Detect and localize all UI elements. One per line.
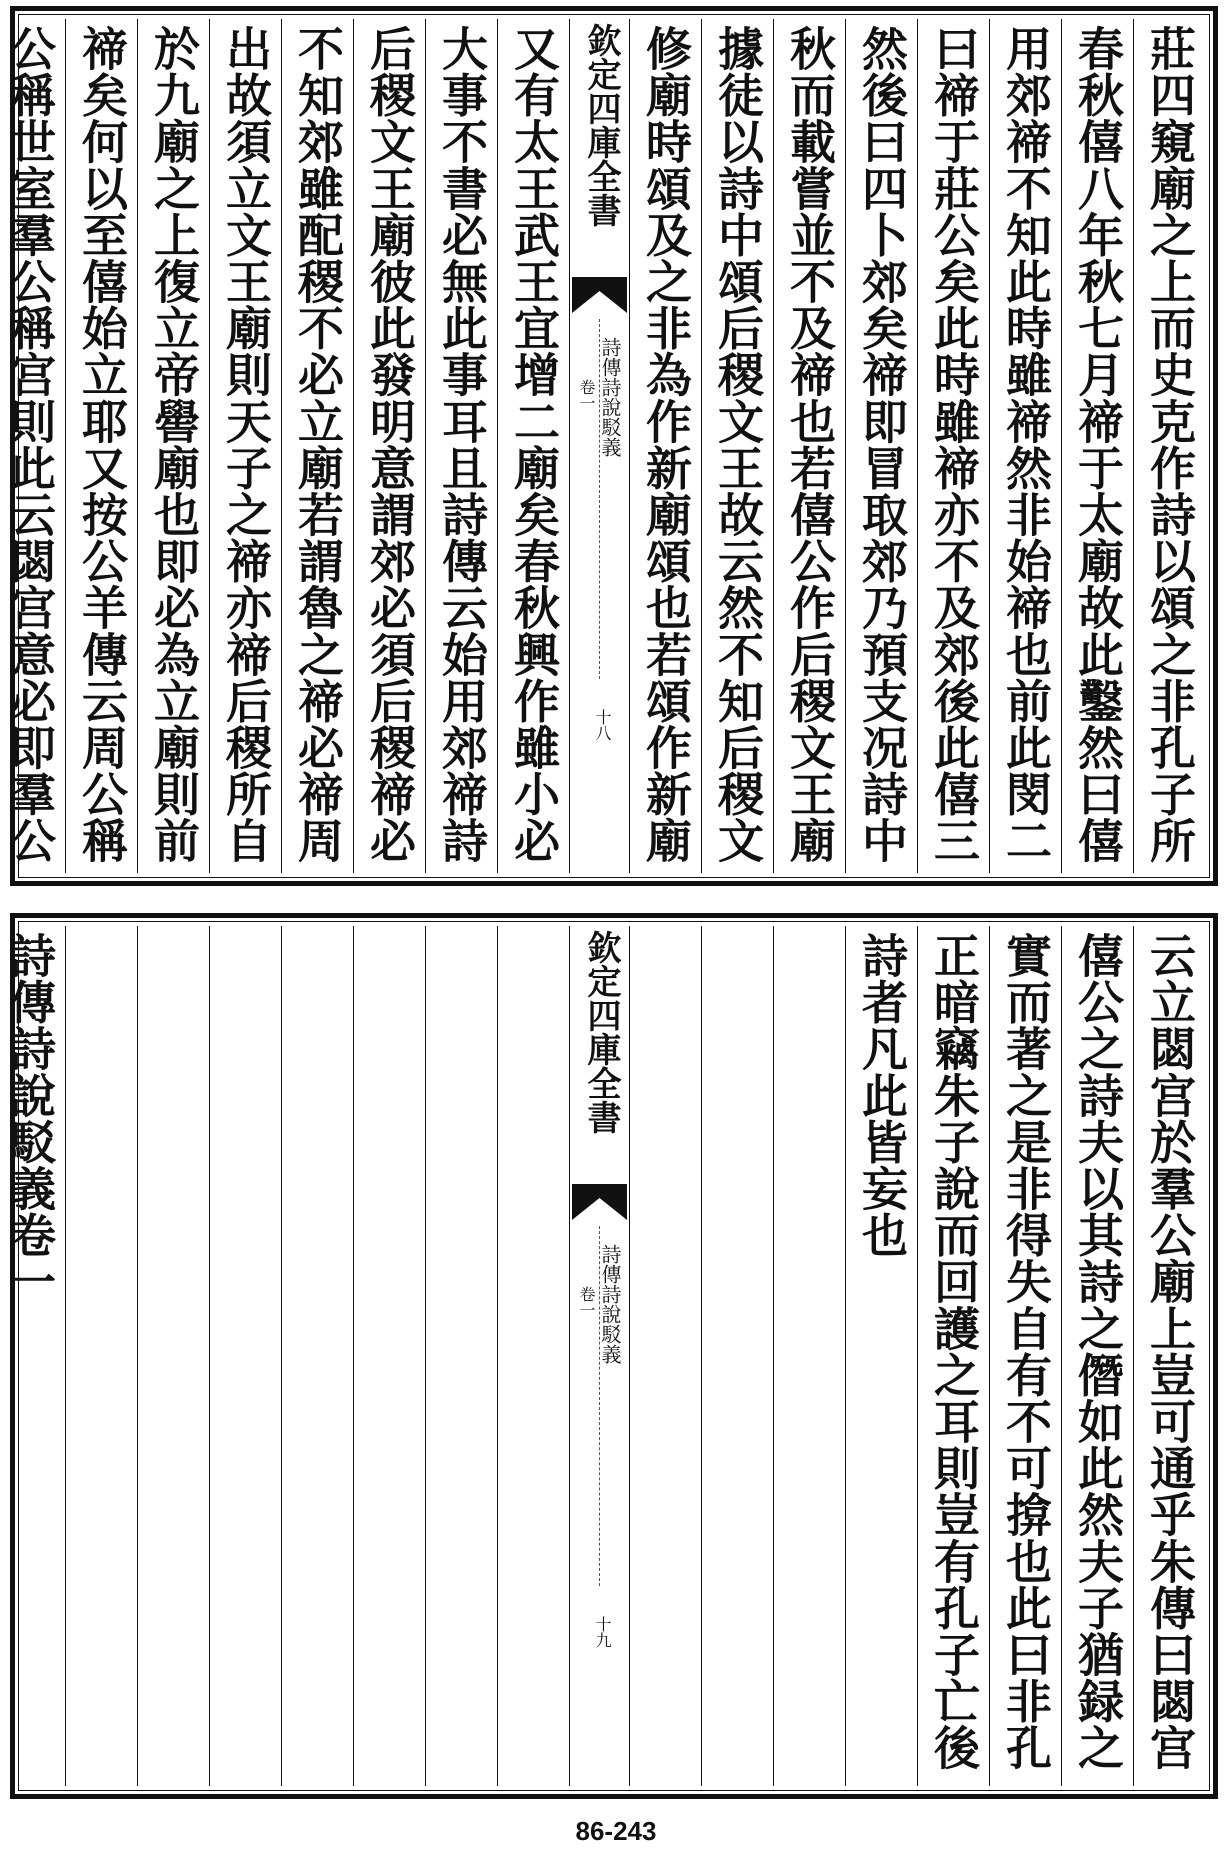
text-column: 后稷文王廟彼此發明意謂郊必須后稷禘必 [353, 19, 425, 873]
text-column: 實而著之是非得失自有不可揜也此曰非孔 [989, 926, 1061, 1786]
text-column: 據徒以詩中頌后稷文王故云然不知后稷文 [701, 19, 773, 873]
text-column [281, 926, 353, 1786]
text-column [773, 926, 845, 1786]
page-number: 86-243 [575, 1816, 657, 1846]
book-title: 詩傳詩說駁義 [598, 1244, 622, 1364]
fishtail-mark-icon [572, 277, 627, 313]
collection-title: 欽定四庫全書 [581, 23, 621, 227]
text-column [137, 926, 209, 1786]
volume-label: 卷一 [577, 379, 596, 411]
text-column [497, 926, 569, 1786]
top-page [3, 6, 1218, 886]
text-column: 詩者凡此皆妄也 [845, 926, 917, 1786]
collection-title: 欽定四庫全書 [581, 930, 621, 1134]
center-fold [569, 19, 629, 873]
text-column: 公稱世室羣公稱宫則此云閟宫意必即羣公 [3, 25, 57, 864]
text-column: 於九廟之上復立帝嚳廟也即必為立廟則前 [137, 19, 209, 873]
text-column: 正暗竊朱子說而回護之耳則豈有孔子亡後 [917, 926, 989, 1786]
text-column [701, 926, 773, 1786]
text-column: 莊四窺廟之上而史克作詩以頌之非孔子所 [1133, 19, 1205, 873]
bottom-page-columns [3, 926, 1205, 1786]
fishtail-mark-icon [572, 1184, 627, 1220]
text-column: 又有太王武王宜增二廟矣春秋興作雖小必 [497, 19, 569, 873]
bottom-page [3, 913, 1218, 1799]
text-column: 春秋僖八年秋七月禘于太廟故此鑿然曰僖 [1061, 19, 1133, 873]
text-column [65, 926, 137, 1786]
text-column: 僖公之詩夫以其詩之僭如此然夫子猶録之 [1061, 926, 1133, 1786]
center-fold [569, 926, 629, 1786]
text-column [353, 926, 425, 1786]
book-title: 詩傳詩說駁義 [598, 337, 622, 457]
text-column [209, 926, 281, 1786]
volume-end-title: 詩傳詩說駁義卷一 [3, 932, 57, 1305]
text-column [629, 926, 701, 1786]
text-column: 云立閟宫於羣公廟上豈可通乎朱傳曰閟宫 [1133, 926, 1205, 1786]
text-column: 曰禘于莊公矣此時雖禘亦不及郊後此僖三 [917, 19, 989, 873]
text-column: 禘矣何以至僖始立耶又按公羊傳云周公稱 [65, 19, 137, 873]
text-column [425, 926, 497, 1786]
text-column: 出故須立文王廟則天子之禘亦禘后稷所自 [209, 19, 281, 873]
text-column: 修廟時頌及之非為作新廟頌也若頌作新廟 [629, 19, 701, 873]
text-column: 用郊禘不知此時雖禘然非始禘也前此閔二 [989, 19, 1061, 873]
text-column: 然後曰四卜郊矣禘即冒取郊乃預支况詩中 [845, 19, 917, 873]
text-column: 不知郊雖配稷不必立廟若謂魯之禘必禘周 [281, 19, 353, 873]
text-column: 秋而載嘗並不及禘也若僖公作后稷文王廟 [773, 19, 845, 873]
folio-number: 十九 [593, 1616, 612, 1648]
volume-label: 卷一 [577, 1286, 596, 1318]
top-page-columns [3, 19, 1205, 873]
text-column: 大事不書必無此事耳且詩傳云始用郊禘詩 [425, 19, 497, 873]
folio-number: 十八 [593, 709, 612, 741]
